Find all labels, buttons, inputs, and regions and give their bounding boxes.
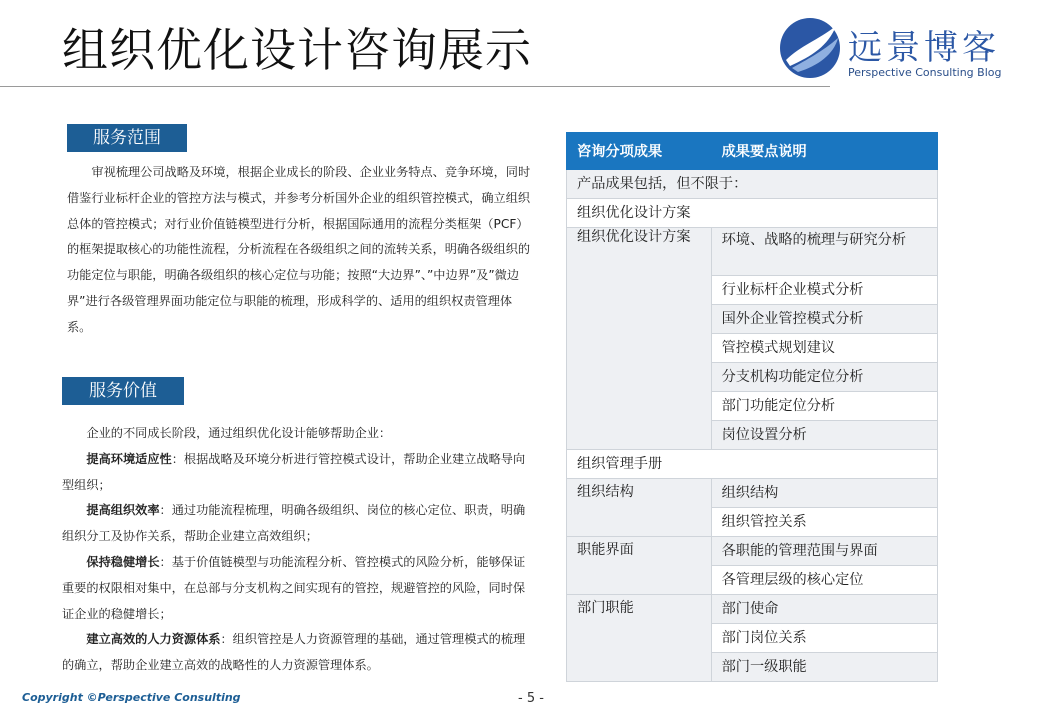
table-row: [567, 170, 938, 199]
value-point: [62, 447, 532, 499]
value-point: [62, 550, 532, 627]
value-intro: 企业的不同成长阶段，通过组织优化设计能够帮助企业：: [86, 426, 392, 440]
company-logo: [778, 16, 1028, 82]
page-number: - 5 -: [518, 691, 544, 706]
value-keyword: 提高环境适应性: [86, 451, 172, 466]
value-point-text: 组织管控是人力资源管理的基础，通过管理模式的梳理的确立，帮助企业建立高效的战略性的人力资源管理体系。: [62, 632, 526, 673]
category-cell: 部门职能: [567, 595, 712, 682]
category-cell: 组织优化设计方案: [567, 228, 712, 450]
value-point-text: 通过功能流程梳理，明确各级组织、岗位的核心定位、职责，明确组织分工及协作关系，帮助企业建立高效组织；: [62, 503, 526, 544]
value-separator: ：: [171, 451, 184, 466]
table-row: [567, 479, 938, 508]
logo-english-name: Perspective Consulting Blog: [848, 66, 1002, 79]
table-cell: 行业标杆企业模式分析: [711, 276, 937, 305]
title-divider: [0, 86, 830, 87]
table-row: [567, 595, 938, 624]
value-separator: ：: [159, 503, 172, 518]
deliverables-table: [566, 132, 938, 682]
table-row: [567, 228, 938, 276]
category-cell: 职能界面: [567, 537, 712, 595]
value-keyword: 建立高效的人力资源体系: [86, 632, 221, 647]
table-header-row: [567, 133, 938, 170]
table-cell: 国外企业管控模式分析: [711, 305, 937, 334]
value-point: [62, 627, 532, 679]
table-cell: 组织管控关系: [711, 508, 937, 537]
page-title: 组织优化设计咨询展示: [62, 23, 532, 77]
scope-paragraph: 审视梳理公司战略及环境，根据企业成长的阶段、企业业务特点、竞争环境，同时借鉴行业标杆企业的管控方法与模式，并参考分析国外企业的组织管控模式，确立组织总体的管控模式；对行业价值链模型进行分析，根据国际通用的流程分类框架（PCF）的框架提取核心的功能性流程，分析流程在各级组织之间的流转关系，明确各级组织的功能定位与职能，明确各级组织的核心定位与功能；按照“大边界”、”中边界”及”微边界”进行各级管理界面功能定位与职能的梳理，形成科学的、适用的组织权责管理体系。: [67, 165, 531, 334]
service-value-tag: 服务价值: [62, 377, 184, 405]
value-keyword: 提高组织效率: [86, 503, 160, 518]
value-point-text: 根据战略及环境分析进行管控模式设计，帮助企业建立战略导向型组织；: [62, 451, 526, 492]
table-cell: 环境、战略的梳理与研究分析: [711, 228, 937, 276]
value-point: [62, 498, 532, 550]
column-header: 成果要点说明: [711, 133, 937, 170]
value-separator: ：: [159, 554, 172, 569]
service-value-text: [62, 421, 532, 679]
table-cell: 部门一级职能: [711, 653, 937, 682]
table-cell: 部门功能定位分析: [711, 392, 937, 421]
table-row: [567, 199, 938, 228]
table-cell: 部门使命: [711, 595, 937, 624]
table-cell: 各管理层级的核心定位: [711, 566, 937, 595]
service-scope-tag: 服务范围: [67, 124, 187, 152]
table-cell: 分支机构功能定位分析: [711, 363, 937, 392]
category-cell: 组织结构: [567, 479, 712, 537]
column-header: 咨询分项成果: [567, 133, 712, 170]
value-separator: ：: [220, 632, 233, 647]
table-cell: 管控模式规划建议: [711, 334, 937, 363]
service-scope-text: [67, 160, 535, 341]
table-cell: 组织结构: [711, 479, 937, 508]
value-keyword: 保持稳健增长: [86, 554, 160, 569]
table-row: [567, 537, 938, 566]
table-cell: 组织优化设计方案: [567, 199, 938, 228]
table-cell: 部门岗位关系: [711, 624, 937, 653]
table-cell: 组织管理手册: [567, 450, 938, 479]
table-row: [567, 450, 938, 479]
logo-emblem-icon: [778, 16, 842, 80]
value-point-text: 基于价值链模型与功能流程分析、管控模式的风险分析，能够保证重要的权限相对集中，在总部与分支机构之间实现有的管控，规避管控的风险，同时保证企业的稳健增长；: [62, 554, 526, 621]
table-cell: 产品成果包括，但不限于：: [567, 170, 938, 199]
copyright-text: Copyright ©Perspective Consulting: [22, 691, 241, 704]
table-cell: 岗位设置分析: [711, 421, 937, 450]
logo-chinese-name: 远景博客: [848, 28, 1000, 68]
table-cell: 各职能的管理范围与界面: [711, 537, 937, 566]
